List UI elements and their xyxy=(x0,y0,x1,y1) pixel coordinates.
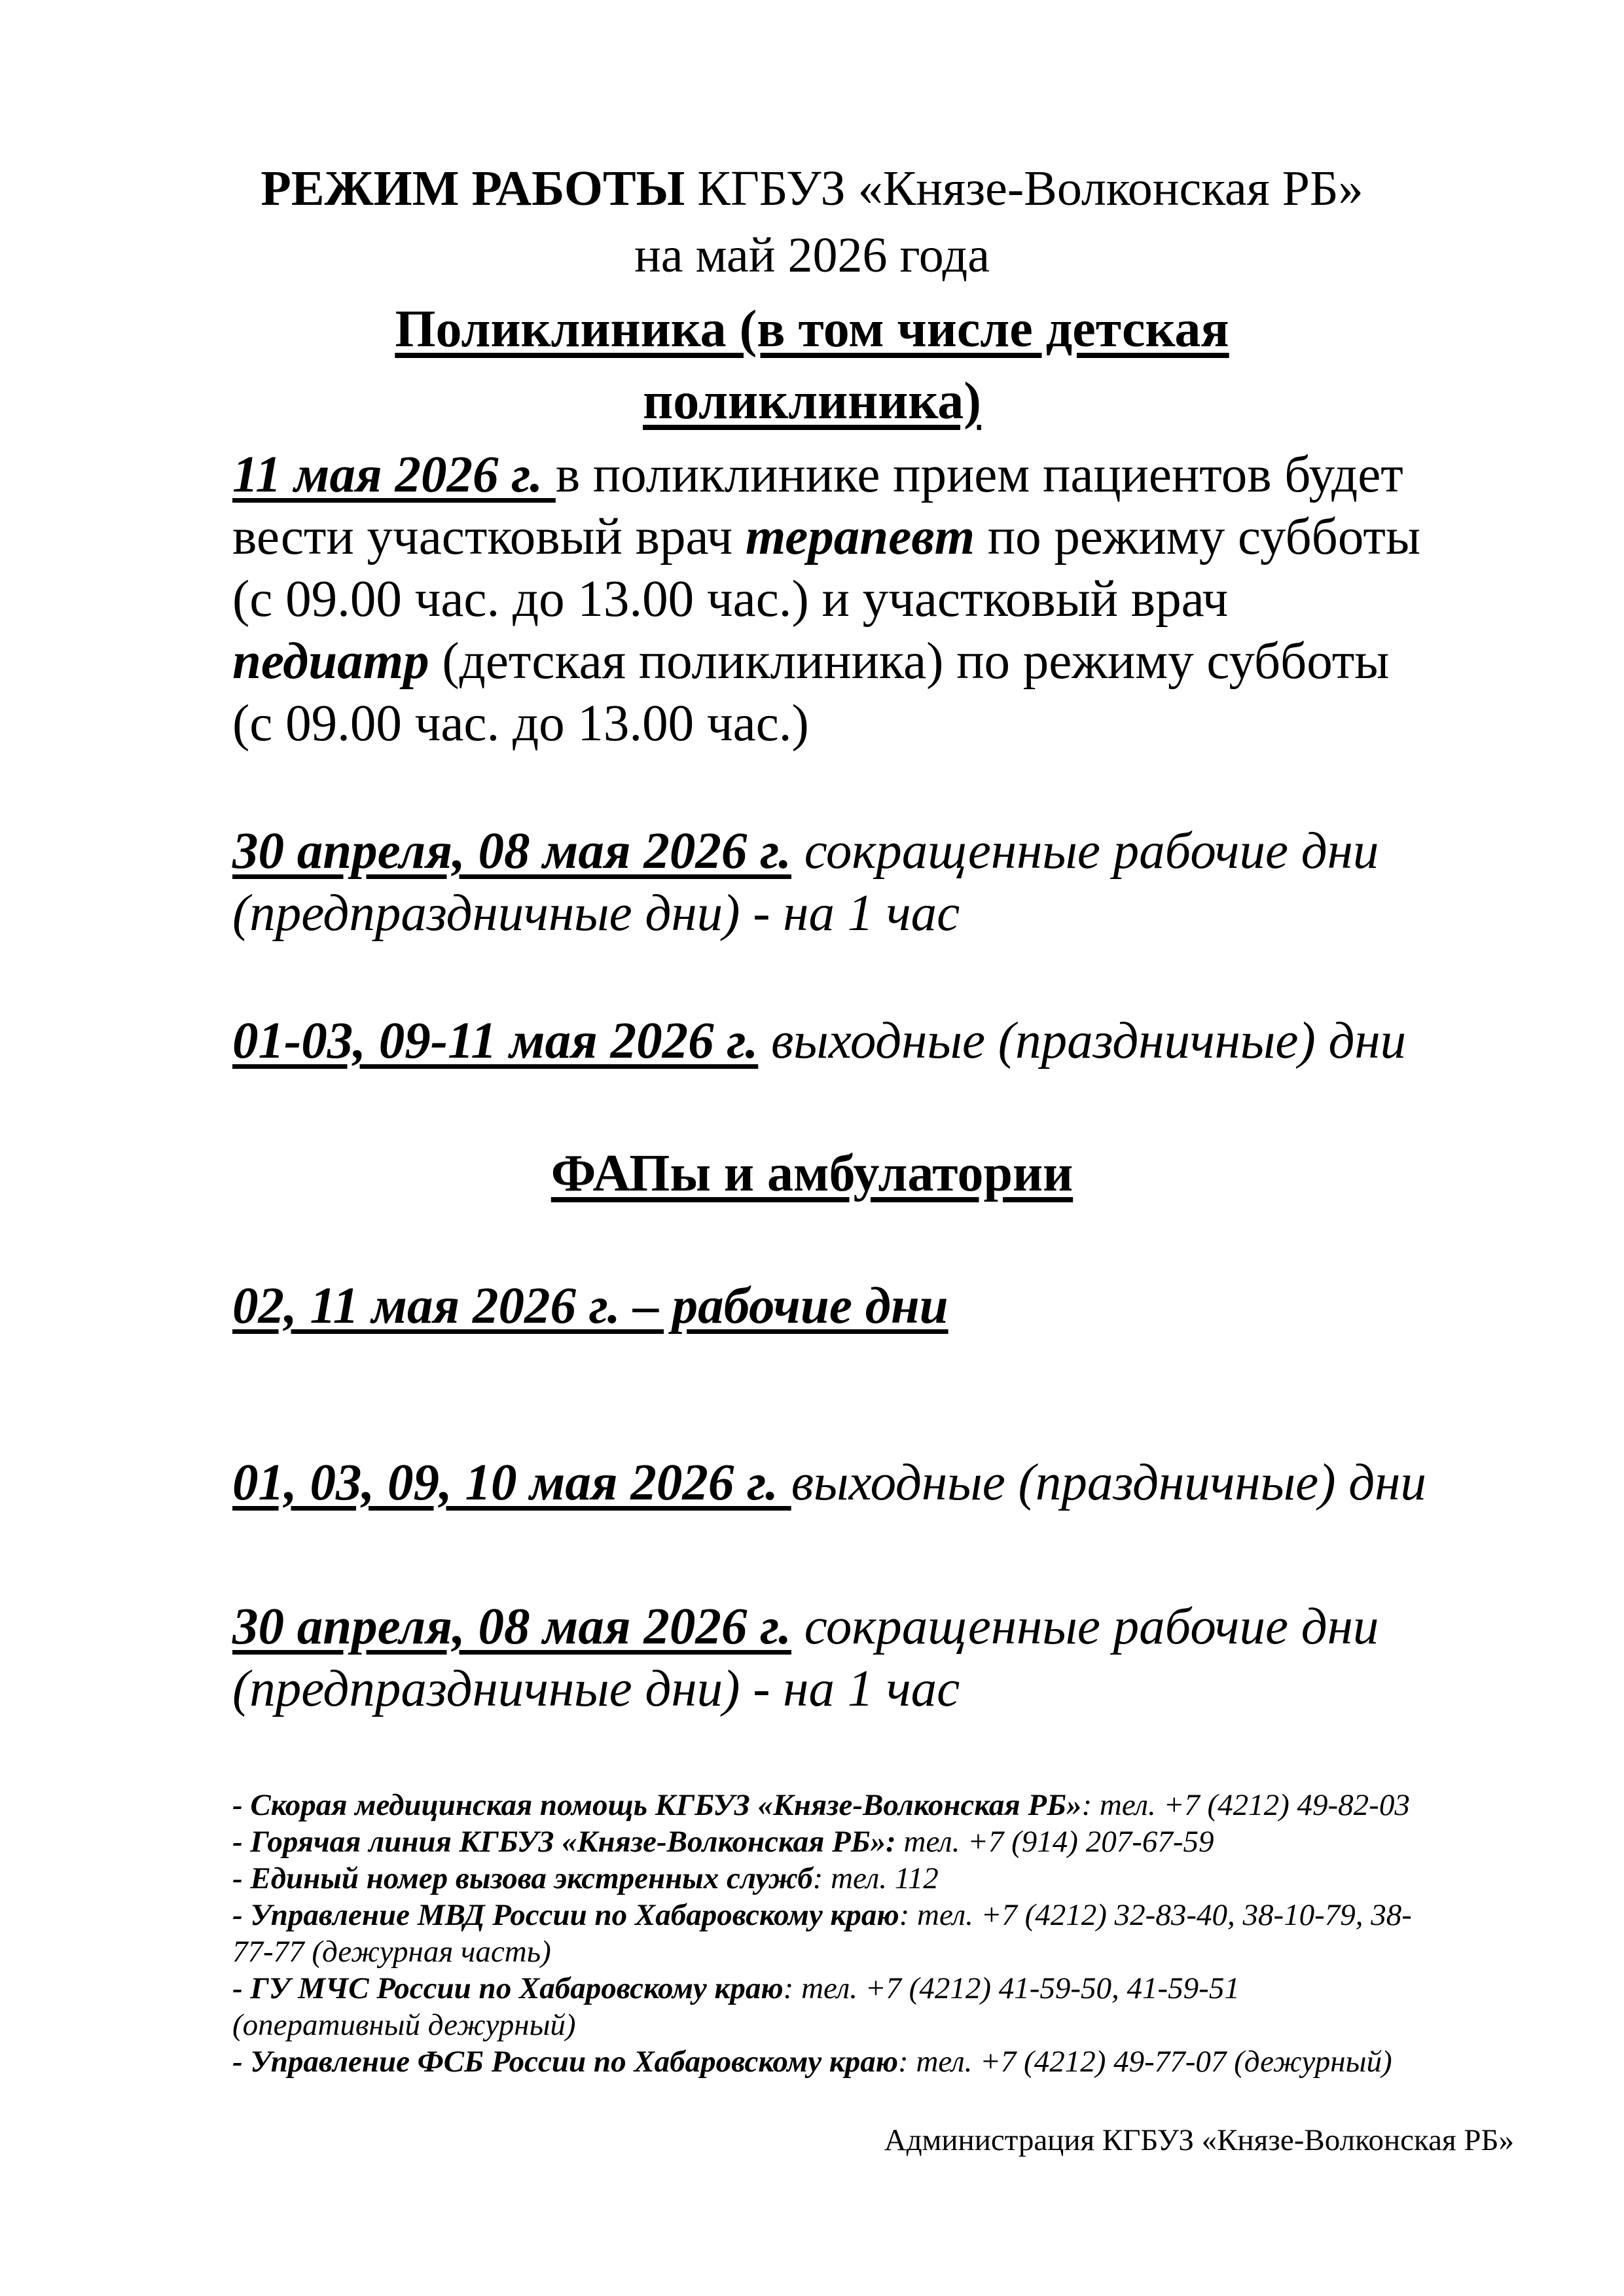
polyclinic-heading-line2: поликлиника) xyxy=(643,372,981,430)
fap-working-days xyxy=(232,1275,948,1337)
fap-short-days-line1 xyxy=(232,1596,1379,1658)
saturday-regime-line5: (с 09.00 час. до 13.00 час.) xyxy=(232,695,809,752)
contact-label: - Горячая линия КГБУЗ «Князе-Волконская РБ»: xyxy=(232,1825,896,1859)
contact-label: - Единый номер вызова экстренных служб xyxy=(232,1861,813,1895)
polyclinic-short-days-line1 xyxy=(232,820,1379,882)
contact-phone: тел. +7 (4212) 41-59-50, 41-59-51 xyxy=(801,1971,1240,2005)
polyclinic-holidays xyxy=(232,1010,1406,1072)
fap-short-days-date: 30 апреля, 08 мая 2026 г. xyxy=(232,1598,791,1655)
saturday-regime-text: в поликлинике прием пациентов будет xyxy=(555,446,1403,503)
contact-phone: тел. +7 (4212) 49-77-07 (дежурный) xyxy=(916,2045,1392,2079)
fap-holidays-text: выходные (праздничные) дни xyxy=(791,1454,1426,1511)
fap-heading: ФАПы и амбулатории xyxy=(550,1145,1074,1202)
document-subtitle: на май 2026 года xyxy=(634,228,990,283)
contact-phone: тел. 112 xyxy=(831,1861,939,1895)
doctor-pediatrician: педиатр xyxy=(232,633,429,690)
saturday-regime-line4 xyxy=(232,630,1389,692)
title-bold: РЕЖИМ РАБОТЫ xyxy=(261,161,685,216)
contact-separator: : xyxy=(783,1971,802,2005)
contact-emergency xyxy=(232,1860,939,1897)
contact-label: - Управление МВД России по Хабаровскому краю xyxy=(232,1898,899,1932)
contact-mvd xyxy=(232,1897,1412,1933)
polyclinic-short-days-text: сокращенные рабочие дни xyxy=(791,823,1379,880)
saturday-regime-date: 11 мая 2026 г. xyxy=(232,446,556,503)
fap-short-days-line2: (предпраздничные дни) - на 1 час xyxy=(232,1660,960,1717)
polyclinic-holidays-text: выходные (праздничные) дни xyxy=(758,1013,1407,1069)
contact-separator: : xyxy=(899,1898,918,1932)
contact-label: - Управление ФСБ России по Хабаровскому краю xyxy=(232,2045,899,2079)
contact-hotline xyxy=(232,1823,1214,1860)
fap-working-days-text: 02, 11 мая 2026 г. – рабочие дни xyxy=(232,1278,948,1335)
contact-separator: : xyxy=(1081,1788,1100,1822)
fap-short-days-text: сокращенные рабочие дни xyxy=(791,1598,1379,1655)
fap-holidays xyxy=(232,1452,1426,1514)
polyclinic-short-days-date: 30 апреля, 08 мая 2026 г. xyxy=(232,823,791,880)
title-rest: КГБУЗ «Князе-Волконская РБ» xyxy=(685,161,1363,216)
contact-separator: : xyxy=(812,1861,831,1895)
contact-phone: тел. +7 (4212) 49-82-03 xyxy=(1099,1788,1410,1822)
saturday-regime-line3: (с 09.00 час. до 13.00 час.) и участковый врач xyxy=(232,571,1229,628)
saturday-regime-text: по режиму субботы xyxy=(975,509,1420,565)
contact-mchs-line2: (оперативный дежурный) xyxy=(232,2008,576,2042)
saturday-regime-text: (детская поликлиника) по режиму субботы xyxy=(429,633,1390,690)
contact-phone: тел. +7 (914) 207-67-59 xyxy=(903,1825,1214,1859)
polyclinic-short-days-line2: (предпраздничные дни) - на 1 час xyxy=(232,885,960,942)
contact-ambulance xyxy=(232,1787,1410,1823)
polyclinic-heading-line1: Поликлиника (в том числе детская xyxy=(395,300,1229,358)
doctor-therapist: терапевт xyxy=(745,509,975,565)
contact-mchs xyxy=(232,1970,1240,2007)
contact-separator: : xyxy=(898,2045,916,2079)
contact-label: - ГУ МЧС России по Хабаровскому краю xyxy=(232,1971,784,2005)
signature: Администрация КГБУЗ «Князе-Волконская РБ» xyxy=(884,2123,1514,2157)
contact-separator xyxy=(896,1825,904,1859)
fap-holidays-date: 01, 03, 09, 10 мая 2026 г. xyxy=(232,1454,791,1511)
contact-fsb xyxy=(232,2043,1392,2080)
polyclinic-holidays-date: 01-03, 09-11 мая 2026 г. xyxy=(232,1013,759,1069)
saturday-regime-text: вести участковый врач xyxy=(232,509,746,565)
saturday-regime-line1 xyxy=(232,444,1403,506)
contact-phone: тел. +7 (4212) 32-83-40, 38-10-79, 38- xyxy=(917,1898,1412,1932)
saturday-regime-line2 xyxy=(232,506,1420,568)
contact-mvd-line2: 77-77 (дежурная часть) xyxy=(232,1935,551,1969)
contact-label: - Скорая медицинская помощь КГБУЗ «Князе-Волконская РБ» xyxy=(232,1788,1082,1822)
document-title xyxy=(0,156,1624,221)
